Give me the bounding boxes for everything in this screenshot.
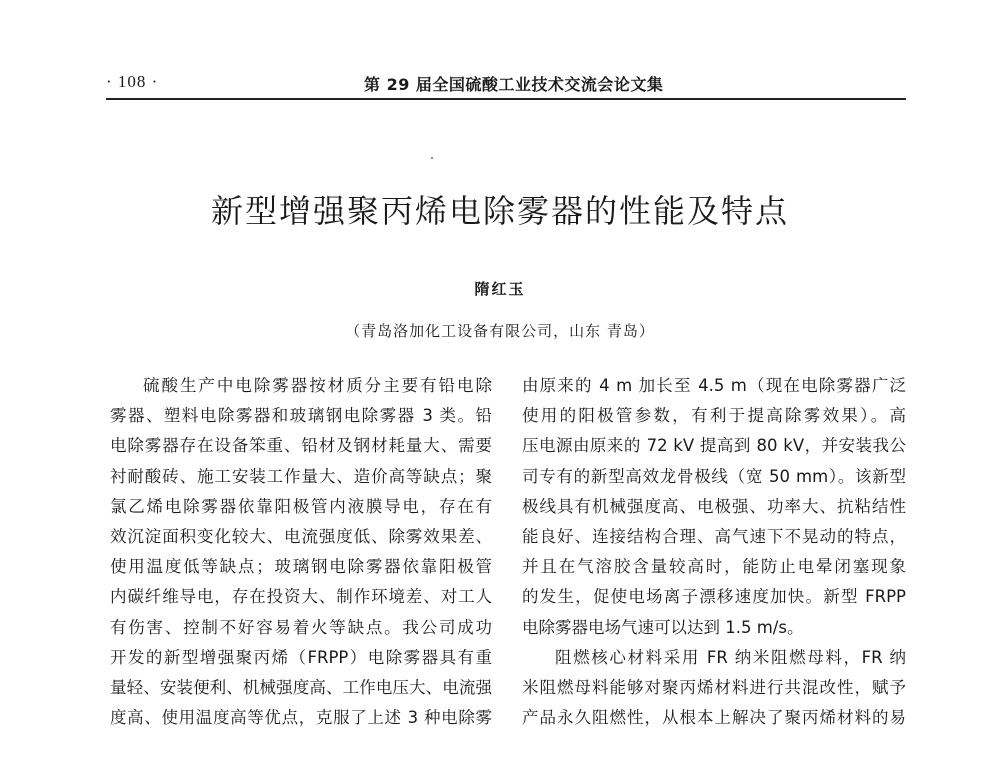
body-line: 司专有的新型高效龙骨极线（宽 50 mm）。该新型 <box>522 466 906 486</box>
page-number: · 108 · <box>106 72 159 91</box>
body-line: 雾器、塑料电除雾器和玻璃钢电除雾器 3 类。铅 <box>110 406 492 426</box>
article-title: 新型增强聚丙烯电除雾器的性能及特点 <box>210 192 789 230</box>
body-line: 硫酸生产中电除雾器按材质分主要有铅电除 <box>143 376 492 395</box>
body-line: 量轻、安装便利、机械强度高、工作电压大、电流强 <box>110 677 492 697</box>
body-line: 能良好、连接结构合理、高气速下不晃动的特点， <box>522 526 906 546</box>
body-line: 衬耐酸砖、施工安装工作量大、造价高等缺点；聚 <box>110 466 492 486</box>
body-line: 内碳纤维导电，存在投资大、制作环境差、对工人 <box>110 587 492 607</box>
running-header <box>106 70 906 96</box>
body-line: 米阻燃母料能够对聚丙烯材料进行共混改性，赋予 <box>522 677 906 697</box>
body-line: 产品永久阻燃性，从根本上解决了聚丙烯材料的易 <box>522 708 906 728</box>
body-line: 由原来的 4 m 加长至 4.5 m（现在电除雾器广泛 <box>522 376 906 395</box>
scan-speck <box>431 157 433 159</box>
body-line: 氯乙烯电除雾器依靠阳极管内液膜导电，存在有 <box>110 496 492 516</box>
body-line: 使用温度低等缺点；玻璃钢电除雾器依靠阳极管 <box>110 557 492 577</box>
author-affiliation: （青岛洛加化工设备有限公司，山东 青岛） <box>345 322 655 340</box>
body-column-right <box>522 371 906 733</box>
body-line: 极线具有机械强度高、电极强、功率大、抗粘结性 <box>522 496 906 516</box>
body-line: 有伤害、控制不好容易着火等缺点。我公司成功 <box>110 617 492 637</box>
body-line: 阻燃核心材料采用 FR 纳米阻燃母料，FR 纳 <box>555 647 906 667</box>
body-column-left <box>110 371 492 733</box>
body-line: 压电源由原来的 72 kV 提高到 80 kV，并安装我公 <box>522 436 906 456</box>
body-line: 度高、使用温度高等优点，克服了上述 3 种电除雾 <box>110 708 492 728</box>
header-rule <box>106 98 906 100</box>
journal-title: 第 29 届全国硫酸工业技术交流会论文集 <box>364 75 664 94</box>
body-line: 的发生，促使电场离子漂移速度加快。新型 FRPP <box>522 587 906 607</box>
body-line: 使用的阳极管参数，有利于提高除雾效果）。高 <box>522 406 906 426</box>
body-line: 电除雾器电场气速可以达到 1.5 m/s。 <box>522 617 804 637</box>
body-line: 并且在气溶胶含量较高时，能防止电晕闭塞现象 <box>522 557 906 577</box>
body-line: 开发的新型增强聚丙烯（FRPP）电除雾器具有重 <box>110 647 492 667</box>
body-line: 效沉淀面积变化较大、电流强度低、除雾效果差、 <box>110 526 492 546</box>
author-name: 隋红玉 <box>474 280 526 298</box>
body-line: 电除雾器存在设备笨重、铅材及钢材耗量大、需要 <box>110 436 492 456</box>
